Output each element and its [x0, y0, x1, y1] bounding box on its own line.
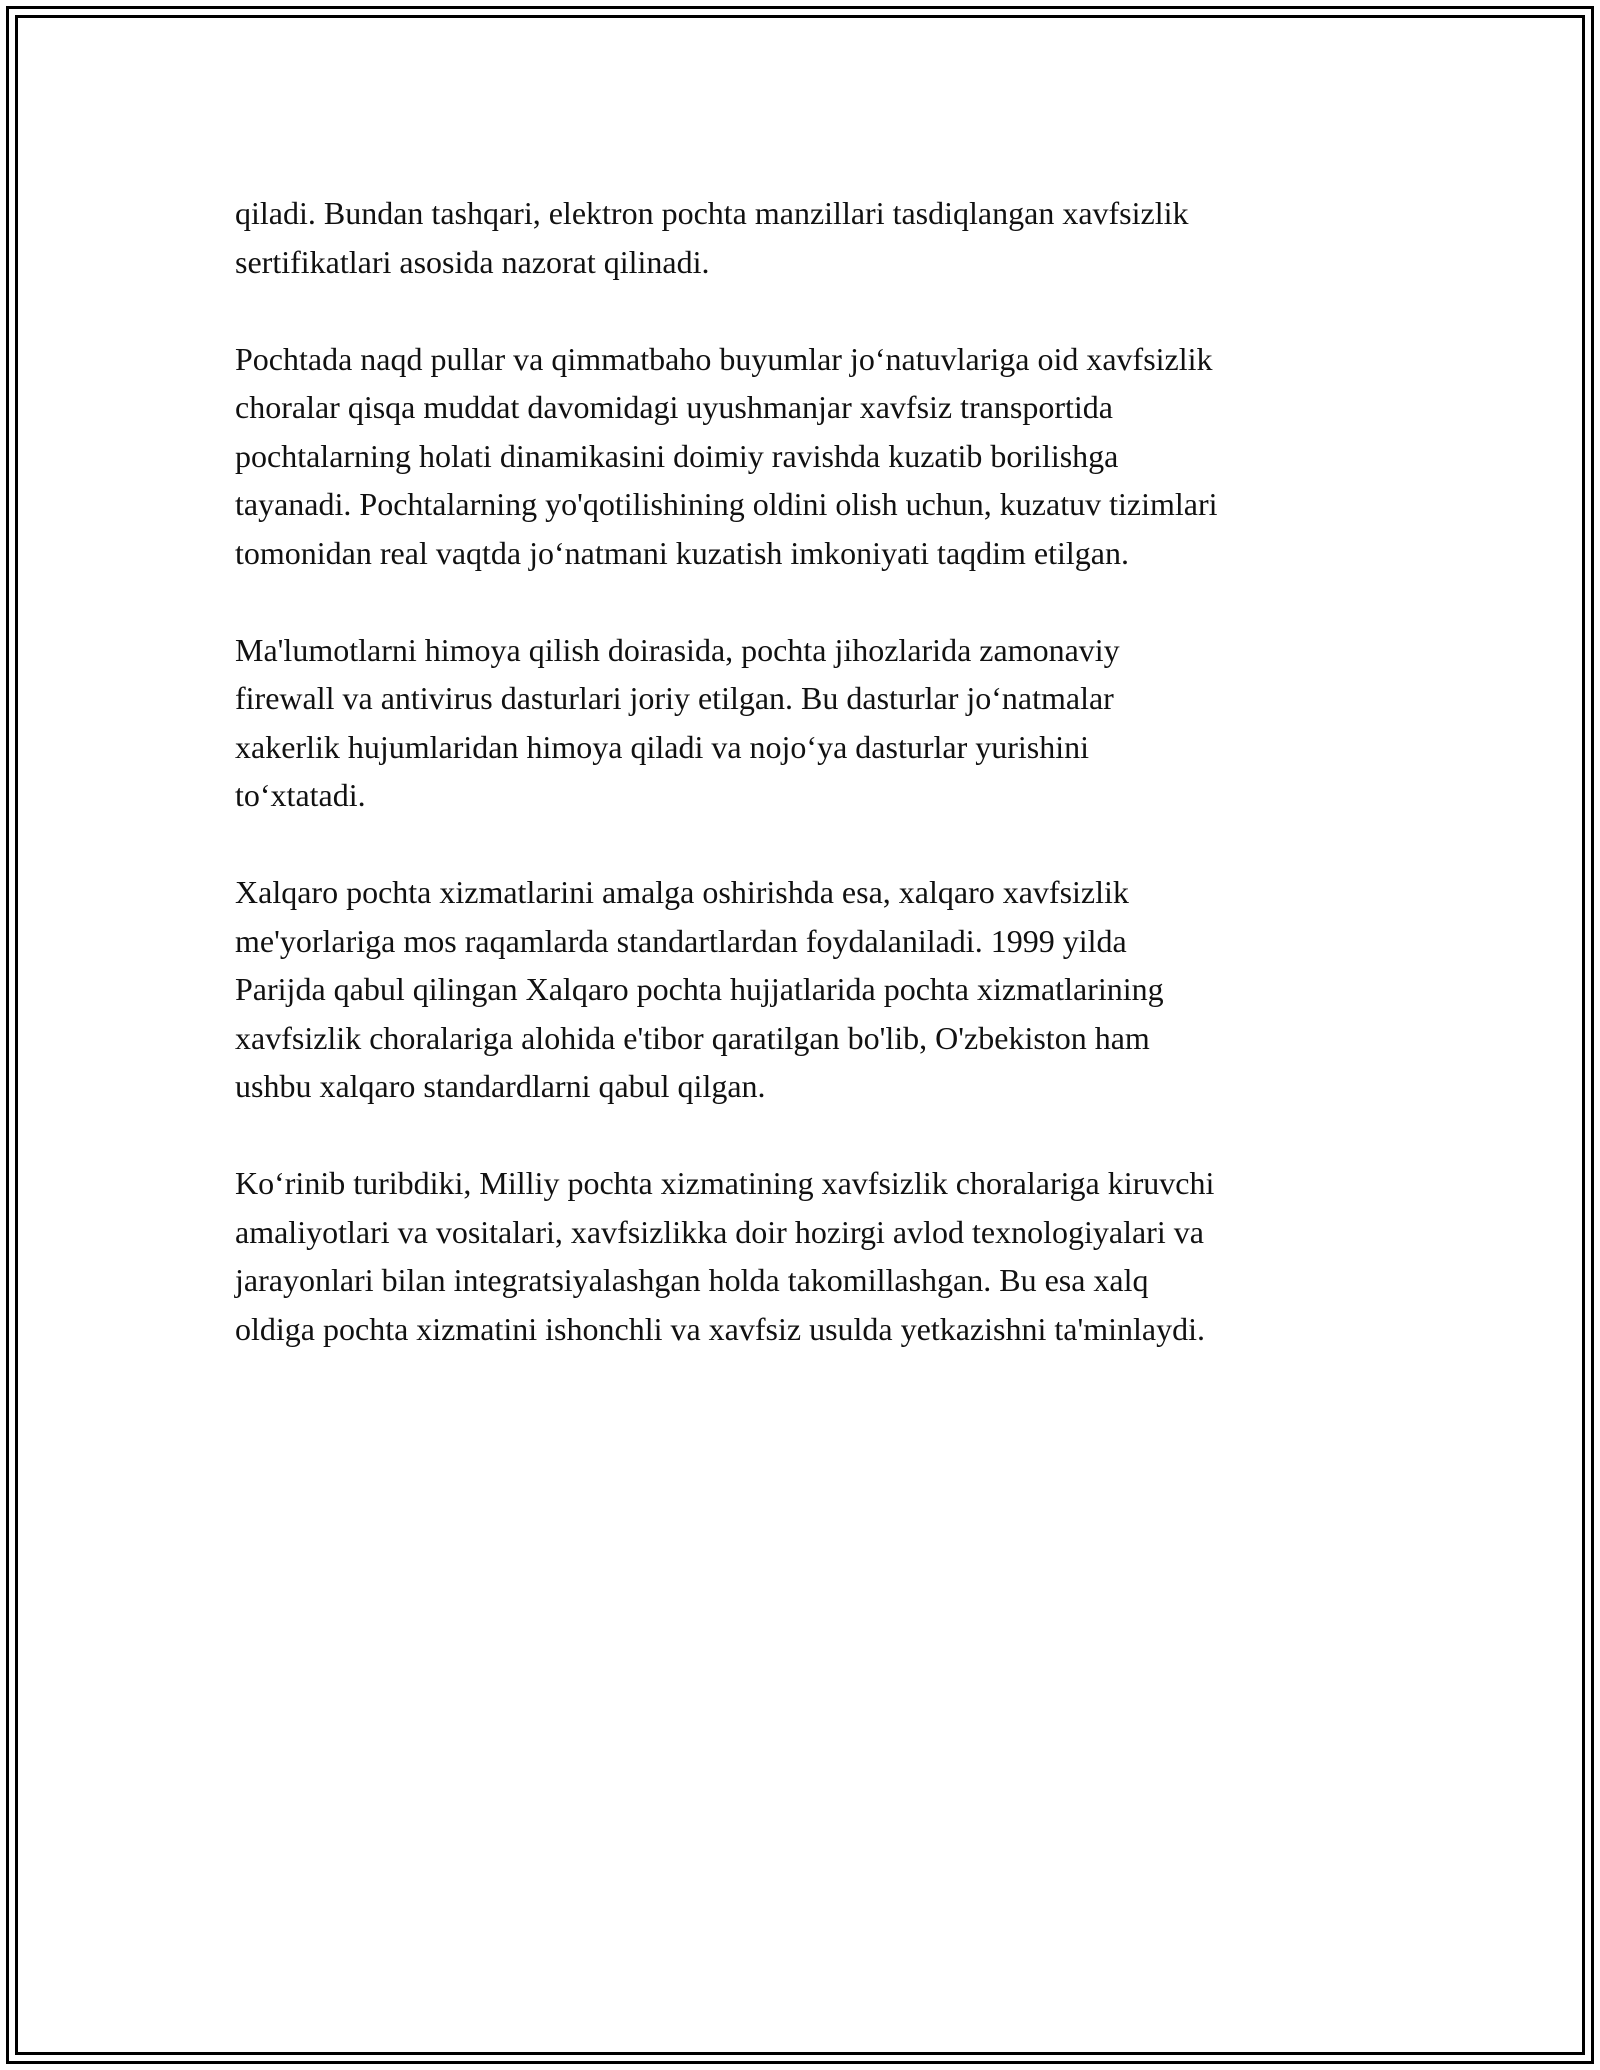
text-line: Parijda qabul qilingan Xalqaro pochta hujjatlarida pochta xizmatlarining	[235, 971, 1164, 1007]
text-line: tomonidan real vaqtda jo‘natmani kuzatish imkoniyati taqdim etilgan.	[235, 534, 1129, 571]
text-line: Ko‘rinib turibdiki, Milliy pochta xizmatining xavfsizlik choralariga kiruvchi	[235, 1165, 1215, 1201]
text-line: jarayonlari bilan integratsiyalashgan holda takomillashgan. Bu esa xalq	[235, 1262, 1149, 1298]
paragraph-1	[235, 189, 1380, 286]
text-line: sertifikatlari asosida nazorat qilinadi.	[235, 243, 710, 280]
document-body	[235, 189, 1380, 1402]
paragraph-2	[235, 335, 1380, 578]
paragraph-5	[235, 1159, 1380, 1353]
text-line: Xalqaro pochta xizmatlarini amalga oshirishda esa, xalqaro xavfsizlik	[235, 874, 1129, 910]
text-line: pochtalarning holati dinamikasini doimiy ravishda kuzatib borilishga	[235, 437, 1119, 474]
text-line: Pochtada naqd pullar va qimmatbaho buyumlar jo‘natuvlariga oid xavfsizlik	[235, 340, 1213, 377]
text-line: qiladi. Bundan tashqari, elektron pochta manzillari tasdiqlangan xavfsizlik	[235, 195, 1189, 231]
paragraph-4	[235, 868, 1380, 1111]
text-line: xakerlik hujumlaridan himoya qiladi va nojo‘ya dasturlar yurishini	[235, 728, 1090, 765]
text-line: Ma'lumotlarni himoya qilish doirasida, pochta jihozlarida zamonaviy	[235, 631, 1120, 668]
text-line: choralar qisqa muddat davomidagi uyushmanjar xavfsiz transportida	[235, 389, 1113, 425]
paragraph-3	[235, 626, 1380, 820]
text-line: to‘xtatadi.	[235, 777, 366, 813]
text-line: me'yorlariga mos raqamlarda standartlardan foydalaniladi. 1999 yilda	[235, 922, 1127, 959]
text-line: xavfsizlik choralariga alohida e'tibor qaratilgan bo'lib, O'zbekiston ham	[235, 1019, 1150, 1056]
text-line: oldiga pochta xizmatini ishonchli va xavfsiz usulda yetkazishni ta'minlaydi.	[235, 1310, 1205, 1347]
text-line: tayanadi. Pochtalarning yo'qotilishining oldini olish uchun, kuzatuv tizimlari	[235, 486, 1218, 522]
text-line: ushbu xalqaro standardlarni qabul qilgan.	[235, 1068, 766, 1104]
text-line: firewall va antivirus dasturlari joriy etilgan. Bu dasturlar jo‘natmalar	[235, 680, 1114, 716]
text-line: amaliyotlari va vositalari, xavfsizlikka doir hozirgi avlod texnologiyalari va	[235, 1213, 1204, 1250]
